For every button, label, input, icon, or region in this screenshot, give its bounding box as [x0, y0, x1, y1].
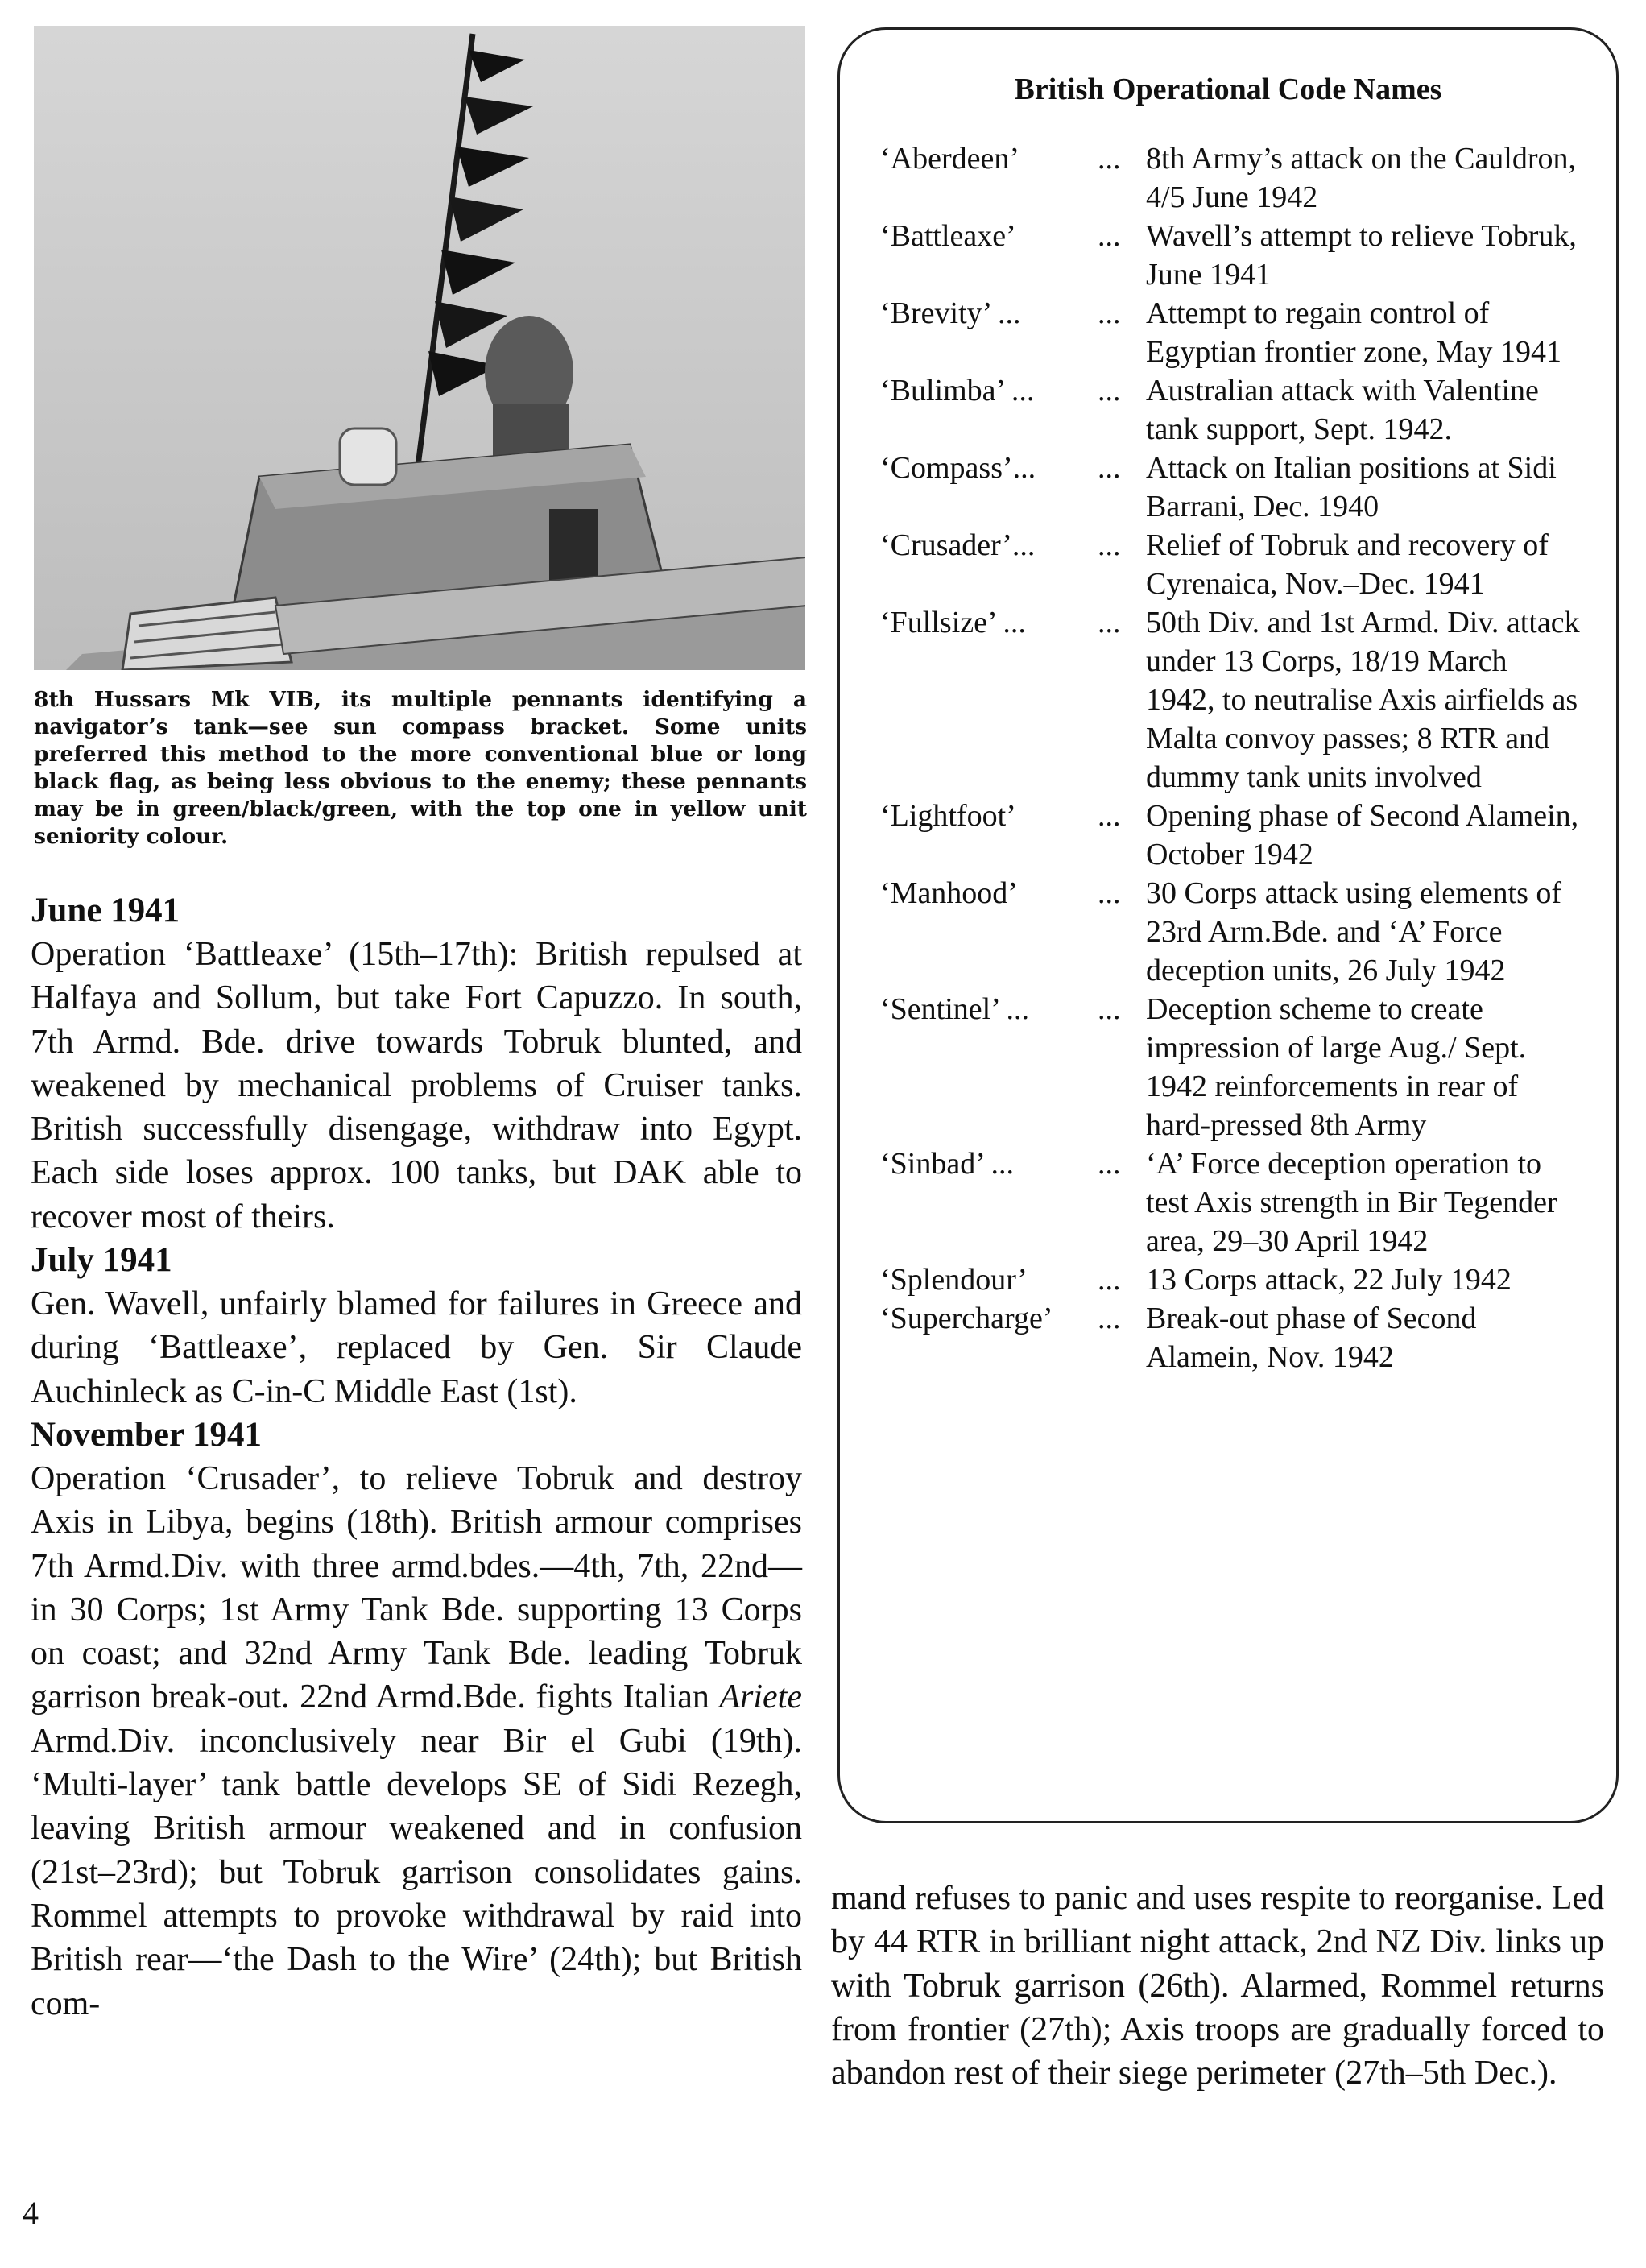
code-names-box	[837, 27, 1619, 1823]
code-name-entry	[880, 603, 1605, 797]
code-name-entry	[880, 526, 1605, 603]
code-name-entry	[880, 139, 1605, 217]
code-leader-dots: ...	[1098, 296, 1121, 330]
code-leader-dots: ...	[1098, 992, 1121, 1026]
code-description: 30 Corps attack using elements of 23rd Arm.Bde. and ‘A’ Force deception units, 26 July 1942	[1146, 876, 1562, 987]
code-leader-dots: ...	[1098, 1147, 1121, 1181]
code-leader-dots: ...	[1098, 799, 1121, 833]
tank-photo	[34, 26, 805, 670]
code-name-entry	[880, 449, 1605, 526]
code-name: ‘Supercharge’	[880, 1302, 1053, 1335]
code-name: ‘Battleaxe’	[880, 219, 1016, 253]
code-name: ‘Splendour’	[880, 1263, 1028, 1297]
november-text-part-2: Armd.Div. inconclusively near Bir el Gubi (19th). ‘Multi-layer’ tank battle develops SE of Sidi Rezegh, leaving British armour weakened and in confusion (21st–23rd); but Tobruk garrison consolidates gains. Rommel attempts to provoke withdrawal by raid into British rear—‘the Dash to the Wire’ (24th); but British com-	[31, 1722, 802, 2022]
code-name: ‘Crusader’...	[880, 528, 1036, 562]
code-name-entry	[880, 797, 1605, 874]
section-body-november-continued: mand refuses to panic and uses respite to reorganise. Led by 44 RTR in brilliant night attack, 2nd NZ Div. links up with Tobruk garrison (26th). Alarmed, Rommel returns from frontier (27th); Axis troops are gradually forced to abandon rest of their siege perimeter (27th–5th Dec.).	[831, 1880, 1604, 2092]
code-name: ‘Sinbad’ ...	[880, 1147, 1015, 1181]
code-name-entry	[880, 1299, 1605, 1376]
chronology-right-column	[831, 1877, 1604, 2095]
code-name: ‘Bulimba’ ...	[880, 374, 1035, 408]
section-body-july-1941: Gen. Wavell, unfairly blamed for failures in Greece and during ‘Battleaxe’, replaced by Gen. Sir Claude Auchinleck as C-in-C Middle East (1st).	[31, 1285, 802, 1410]
code-leader-dots: ...	[1098, 528, 1121, 562]
november-text-part-1: Operation ‘Crusader’, to relieve Tobruk and destroy Axis in Libya, begins (18th). British armour comprises 7th Armd.Div. with three armd.bdes.—4th, 7th, 22nd—in 30 Corps; 1st Army Tank Bde. supporting 13 Corps on coast; and 32nd Army Tank Bde. leading Tobruk garrison break-out. 22nd Armd.Bde. fights Italian	[31, 1459, 802, 1716]
code-name-entry	[880, 294, 1605, 371]
code-leader-dots: ...	[1098, 606, 1121, 639]
code-description: Wavell’s attempt to relieve Tobruk, June 1941	[1146, 219, 1577, 292]
code-description: ‘A’ Force deception operation to test Axis strength in Bir Tegender area, 29–30 April 1942	[1146, 1147, 1557, 1258]
code-name: ‘Manhood’	[880, 876, 1018, 910]
section-heading-november-1941: November 1941	[31, 1415, 263, 1454]
code-leader-dots: ...	[1098, 876, 1121, 910]
code-description: Relief of Tobruk and recovery of Cyrenaica, Nov.–Dec. 1941	[1146, 528, 1549, 601]
section-body-november-1941	[31, 1457, 802, 2026]
chronology-left-column	[31, 889, 802, 2026]
tank-photo-illustration	[34, 26, 805, 670]
code-description: Attack on Italian positions at Sidi Barrani, Dec. 1940	[1146, 451, 1557, 524]
section-body-june-1941: Operation ‘Battleaxe’ (15th–17th): British repulsed at Halfaya and Sollum, but take Fort Capuzzo. In south, 7th Armd. Bde. drive towards Tobruk blunted, and weakened by mechanical problems of Cruiser tanks. British successfully disengage, withdraw into Egypt. Each side loses approx. 100 tanks, but DAK able to recover most of theirs.	[31, 936, 802, 1235]
code-description: Opening phase of Second Alamein, October 1942	[1146, 799, 1579, 871]
code-name-entry	[880, 1144, 1605, 1260]
code-name-entry	[880, 874, 1605, 990]
code-names-title: British Operational Code Names	[1014, 72, 1442, 106]
code-description: Break-out phase of Second Alamein, Nov. 1942	[1146, 1302, 1477, 1374]
code-name: ‘Aberdeen’	[880, 142, 1020, 176]
photo-caption: 8th Hussars Mk VIB, its multiple pennants identifying a navigator’s tank—see sun compass bracket. Some units preferred this method to the more conventional blue or long black flag, as being less obvious to the enemy; these pennants may be in green/black/green, with the top one in yellow unit seniority colour.	[34, 687, 807, 849]
code-name: ‘Sentinel’ ...	[880, 992, 1030, 1026]
code-name: ‘Fullsize’ ...	[880, 606, 1026, 639]
ariete-italic: Ariete	[719, 1678, 802, 1716]
code-leader-dots: ...	[1098, 451, 1121, 485]
code-name-entry	[880, 1260, 1605, 1299]
code-names-list	[880, 139, 1605, 1376]
code-description: Australian attack with Valentine tank support, Sept. 1942.	[1146, 374, 1539, 446]
code-name-entry	[880, 217, 1605, 294]
code-description: Deception scheme to create impression of large Aug./ Sept. 1942 reinforcements in rear of hard-pressed 8th Army	[1146, 992, 1527, 1142]
code-name: ‘Compass’...	[880, 451, 1036, 485]
code-leader-dots: ...	[1098, 219, 1121, 253]
page-number: 4	[23, 2195, 39, 2231]
code-description: 13 Corps attack, 22 July 1942	[1146, 1263, 1512, 1297]
code-description: 50th Div. and 1st Armd. Div. attack under 13 Corps, 18/19 March 1942, to neutralise Axis airfields as Malta convoy passes; 8 RTR and dummy tank units involved	[1146, 606, 1580, 794]
section-heading-july-1941: July 1941	[31, 1241, 172, 1280]
code-name: ‘Lightfoot’	[880, 799, 1016, 833]
code-leader-dots: ...	[1098, 374, 1121, 408]
code-name-entry	[880, 990, 1605, 1144]
code-leader-dots: ...	[1098, 1302, 1121, 1335]
code-name-entry	[880, 371, 1605, 449]
code-description: 8th Army’s attack on the Cauldron, 4/5 June 1942	[1146, 142, 1577, 214]
code-description: Attempt to regain control of Egyptian frontier zone, May 1941	[1146, 296, 1562, 369]
code-leader-dots: ...	[1098, 1263, 1121, 1297]
section-heading-june-1941: June 1941	[31, 892, 180, 929]
code-name: ‘Brevity’ ...	[880, 296, 1021, 330]
code-leader-dots: ...	[1098, 142, 1121, 176]
